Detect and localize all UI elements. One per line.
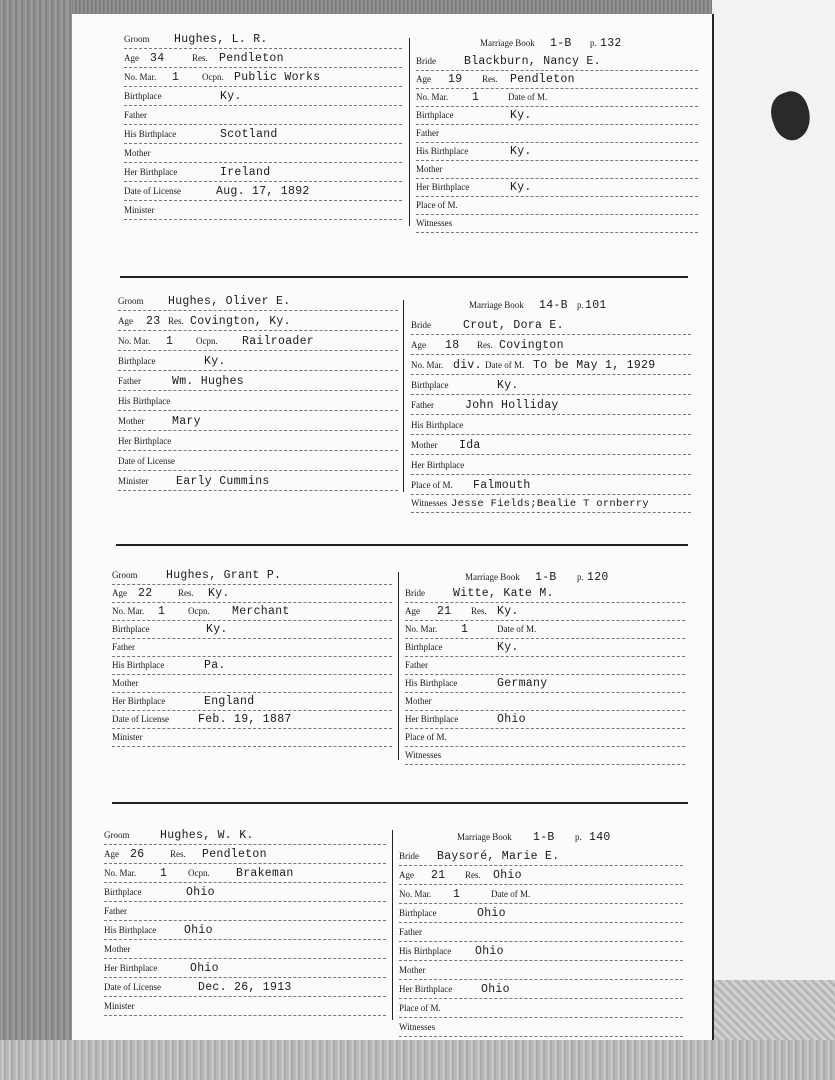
groom-nomar: 1 [160, 867, 168, 880]
bride-datem: To be May 1, 1929 [533, 359, 656, 372]
page-label: p. [577, 572, 584, 582]
father-label: Father [411, 400, 434, 410]
birthplace-label: Birthplace [399, 908, 437, 918]
bride-age: 21 [437, 605, 452, 618]
res-label: Res. [471, 606, 487, 616]
groom-her-birthplace: Ohio [190, 962, 219, 975]
witnesses-label: Witnesses [405, 750, 442, 760]
page-label: p. [575, 832, 582, 842]
res-label: Res. [168, 316, 184, 326]
marriage-book: 1-B [535, 571, 557, 584]
bride-res: Pendleton [510, 73, 575, 86]
her-birthplace-label: Her Birthplace [399, 984, 453, 994]
marriage-book: 14-B [539, 299, 568, 312]
bride-res: Ohio [493, 869, 522, 882]
nomar-label: No. Mar. [112, 606, 145, 616]
age-label: Age [112, 588, 127, 598]
birthplace-label: Birthplace [112, 624, 150, 634]
groom-name: Hughes, W. K. [160, 829, 254, 842]
bride-her-birthplace: Ohio [497, 713, 526, 726]
res-label: Res. [192, 53, 208, 63]
marriage-book-label: Marriage Book [469, 300, 524, 310]
res-label: Res. [170, 849, 186, 859]
groom-nomar: 1 [166, 335, 174, 348]
age-label: Age [104, 849, 119, 859]
minister-label: Minister [112, 732, 143, 742]
marriage-book: 1-B [533, 831, 555, 844]
groom-birthplace: Ky. [206, 623, 228, 636]
bride-name: Crout, Dora E. [463, 319, 564, 332]
marriage-book-label: Marriage Book [465, 572, 520, 582]
groom-license: Aug. 17, 1892 [216, 185, 310, 198]
groom-age: 23 [146, 315, 161, 328]
age-label: Age [411, 340, 426, 350]
card-separator [409, 38, 410, 226]
groom-birthplace: Ohio [186, 886, 215, 899]
groom-label: Groom [118, 296, 144, 306]
birthplace-label: Birthplace [405, 642, 443, 652]
datem-label: Date of M. [508, 92, 548, 102]
place-label: Place of M. [405, 732, 447, 742]
groom-birthplace: Ky. [220, 90, 242, 103]
groom-age: 22 [138, 587, 153, 600]
his-birthplace-label: His Birthplace [411, 420, 464, 430]
bride-label: Bride [416, 56, 436, 66]
nomar-label: No. Mar. [104, 868, 137, 878]
nomar-label: No. Mar. [399, 889, 432, 899]
mother-label: Mother [104, 944, 131, 954]
card-divider [112, 802, 688, 804]
bride-name: Baysoré, Marie E. [437, 850, 560, 863]
nomar-label: No. Mar. [411, 360, 444, 370]
marriage-book-label: Marriage Book [480, 38, 535, 48]
bride-his-birthplace: Germany [497, 677, 548, 690]
groom-birthplace: Ky. [204, 355, 226, 368]
bride-father: John Holliday [465, 399, 559, 412]
datem-label: Date of M. [497, 624, 537, 634]
groom-res: Ky. [208, 587, 230, 600]
her-birthplace-label: Her Birthplace [104, 963, 158, 973]
her-birthplace-label: Her Birthplace [411, 460, 465, 470]
marriage-page: 132 [600, 37, 622, 50]
age-label: Age [399, 870, 414, 880]
license-label: Date of License [112, 714, 169, 724]
father-label: Father [104, 906, 127, 916]
bride-her-birthplace: Ohio [481, 983, 510, 996]
ocpn-label: Ocpn. [202, 72, 224, 82]
res-label: Res. [178, 588, 194, 598]
his-birthplace-label: His Birthplace [112, 660, 165, 670]
card-separator [398, 572, 399, 760]
groom-his-birthplace: Pa. [204, 659, 226, 672]
page-label: p. [590, 38, 597, 48]
groom-nomar: 1 [158, 605, 166, 618]
bride-label: Bride [405, 588, 425, 598]
groom-her-birthplace: Ireland [220, 166, 271, 179]
mother-label: Mother [411, 440, 438, 450]
birthplace-label: Birthplace [416, 110, 454, 120]
her-birthplace-label: Her Birthplace [118, 436, 172, 446]
nomar-label: No. Mar. [118, 336, 151, 346]
his-birthplace-label: His Birthplace [416, 146, 469, 156]
her-birthplace-label: Her Birthplace [112, 696, 166, 706]
bride-birthplace: Ohio [477, 907, 506, 920]
birthplace-label: Birthplace [104, 887, 142, 897]
groom-name: Hughes, Grant P. [166, 569, 282, 582]
datem-label: Date of M. [485, 360, 525, 370]
bride-his-birthplace: Ohio [475, 945, 504, 958]
bride-res: Covington [499, 339, 564, 352]
bride-label: Bride [399, 851, 419, 861]
bride-birthplace: Ky. [497, 379, 519, 392]
marriage-page: 140 [589, 831, 611, 844]
age-label: Age [118, 316, 133, 326]
scan-margin-bottom [0, 1040, 835, 1080]
res-label: Res. [465, 870, 481, 880]
witnesses-label: Witnesses [416, 218, 453, 228]
marriage-page: 101 [585, 299, 607, 312]
her-birthplace-label: Her Birthplace [416, 182, 470, 192]
scan-margin-top [72, 0, 712, 14]
mother-label: Mother [118, 416, 145, 426]
marriage-page: 120 [587, 571, 609, 584]
bride-nomar: 1 [453, 888, 461, 901]
groom-res: Pendleton [202, 848, 267, 861]
groom-ocpn: Railroader [242, 335, 315, 348]
groom-name: Hughes, Oliver E. [168, 295, 291, 308]
father-label: Father [124, 110, 147, 120]
witnesses-label: Witnesses [411, 498, 448, 508]
bride-nomar: 1 [461, 623, 469, 636]
nomar-label: No. Mar. [124, 72, 157, 82]
bride-mother: Ida [459, 439, 481, 452]
bride-place: Falmouth [473, 479, 531, 492]
bride-nomar: div. [453, 359, 482, 372]
father-label: Father [416, 128, 439, 138]
groom-label: Groom [112, 570, 138, 580]
scan-margin-left [0, 0, 72, 1080]
his-birthplace-label: His Birthplace [399, 946, 452, 956]
mother-label: Mother [399, 965, 426, 975]
birthplace-label: Birthplace [124, 91, 162, 101]
card-divider [116, 544, 688, 546]
age-label: Age [124, 53, 139, 63]
witnesses-label: Witnesses [399, 1022, 436, 1032]
marriage-book-label: Marriage Book [457, 832, 512, 842]
license-label: Date of License [104, 982, 161, 992]
license-label: Date of License [124, 186, 181, 196]
page-label: p. [577, 300, 584, 310]
place-label: Place of M. [411, 480, 453, 490]
card-divider [120, 276, 688, 278]
bride-name: Blackburn, Nancy E. [464, 55, 601, 68]
bride-age: 19 [448, 73, 463, 86]
groom-res: Pendleton [219, 52, 284, 65]
mother-label: Mother [124, 148, 151, 158]
age-label: Age [405, 606, 420, 616]
father-label: Father [118, 376, 141, 386]
card-separator [403, 300, 404, 492]
father-label: Father [405, 660, 428, 670]
groom-ocpn: Merchant [232, 605, 290, 618]
his-birthplace-label: His Birthplace [405, 678, 458, 688]
his-birthplace-label: His Birthplace [124, 129, 177, 139]
bride-label: Bride [411, 320, 431, 330]
card-separator [392, 830, 393, 1020]
mother-label: Mother [416, 164, 443, 174]
groom-his-birthplace: Scotland [220, 128, 278, 141]
groom-father: Wm. Hughes [172, 375, 245, 388]
father-label: Father [112, 642, 135, 652]
his-birthplace-label: His Birthplace [118, 396, 171, 406]
groom-res: Covington, Ky. [190, 315, 291, 328]
place-label: Place of M. [399, 1003, 441, 1013]
bride-name: Witte, Kate M. [453, 587, 554, 600]
mother-label: Mother [112, 678, 139, 688]
groom-her-birthplace: England [204, 695, 255, 708]
bride-birthplace: Ky. [497, 641, 519, 654]
age-label: Age [416, 74, 431, 84]
nomar-label: No. Mar. [416, 92, 449, 102]
groom-ocpn: Public Works [234, 71, 321, 84]
ocpn-label: Ocpn. [196, 336, 218, 346]
birthplace-label: Birthplace [118, 356, 156, 366]
groom-mother: Mary [172, 415, 201, 428]
groom-minister: Early Cummins [176, 475, 270, 488]
license-label: Date of License [118, 456, 175, 466]
minister-label: Minister [118, 476, 149, 486]
marriage-book: 1-B [550, 37, 572, 50]
place-label: Place of M. [416, 200, 458, 210]
datem-label: Date of M. [491, 889, 531, 899]
mother-label: Mother [405, 696, 432, 706]
bride-age: 18 [445, 339, 460, 352]
groom-his-birthplace: Ohio [184, 924, 213, 937]
groom-ocpn: Brakeman [236, 867, 294, 880]
bride-age: 21 [431, 869, 446, 882]
his-birthplace-label: His Birthplace [104, 925, 157, 935]
groom-nomar: 1 [172, 71, 180, 84]
ocpn-label: Ocpn. [188, 606, 210, 616]
groom-label: Groom [124, 34, 150, 44]
groom-age: 26 [130, 848, 145, 861]
bride-his-birthplace: Ky. [510, 145, 532, 158]
groom-age: 34 [150, 52, 165, 65]
nomar-label: No. Mar. [405, 624, 438, 634]
scan-margin-right [712, 0, 835, 1080]
res-label: Res. [477, 340, 493, 350]
bride-her-birthplace: Ky. [510, 181, 532, 194]
her-birthplace-label: Her Birthplace [405, 714, 459, 724]
groom-label: Groom [104, 830, 130, 840]
minister-label: Minister [124, 205, 155, 215]
bride-witnesses: Jesse Fields;Bealie T ornberry [451, 498, 650, 510]
bride-birthplace: Ky. [510, 109, 532, 122]
bride-res: Ky. [497, 605, 519, 618]
groom-name: Hughes, L. R. [174, 33, 268, 46]
groom-license: Feb. 19, 1887 [198, 713, 292, 726]
bride-nomar: 1 [472, 91, 480, 104]
res-label: Res. [482, 74, 498, 84]
ocpn-label: Ocpn. [188, 868, 210, 878]
groom-license: Dec. 26, 1913 [198, 981, 292, 994]
her-birthplace-label: Her Birthplace [124, 167, 178, 177]
minister-label: Minister [104, 1001, 135, 1011]
father-label: Father [399, 927, 422, 937]
birthplace-label: Birthplace [411, 380, 449, 390]
